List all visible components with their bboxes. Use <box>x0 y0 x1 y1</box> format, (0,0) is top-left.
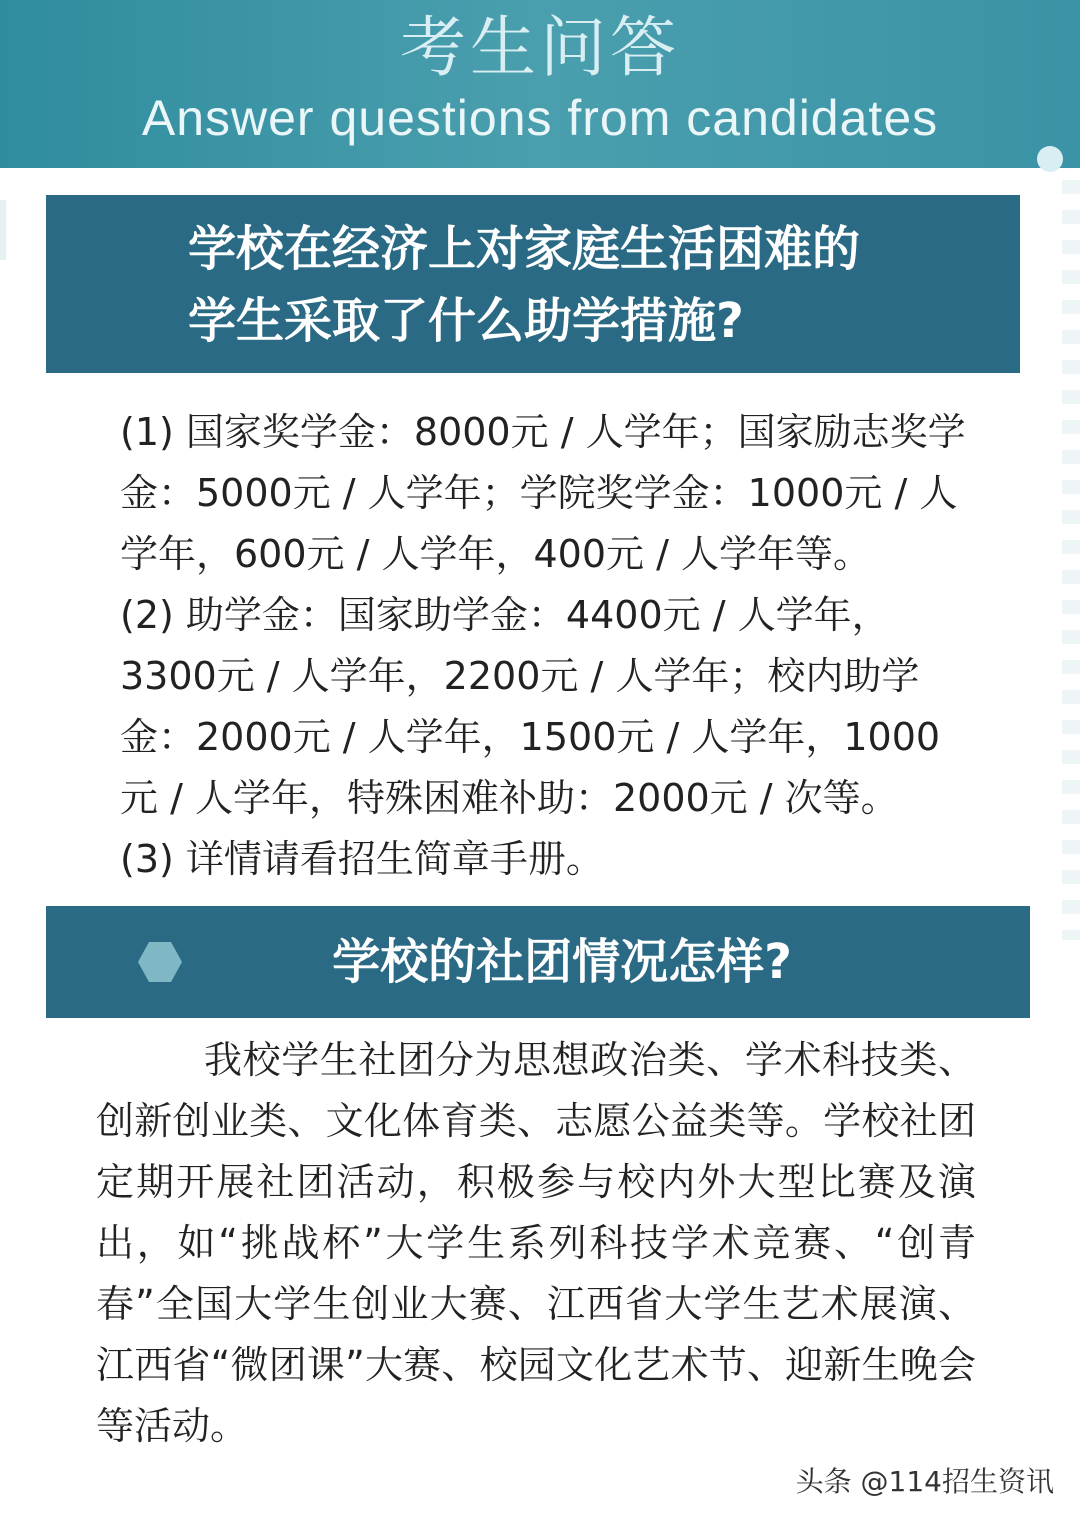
answer-item-2: (2) 助学金：国家助学金：4400元 / 人学年，3300元 / 人学年，2200元 / 人学年；校内助学金：2000元 / 人学年，1500元 / 人学年，1000元 / 人学年，特殊困难补助：2000元 / 次等。 <box>120 593 941 820</box>
answer-item-3: (3) 详情请看招生简章手册。 <box>120 837 604 881</box>
question-line-1: 学校在经济上对家庭生活困难的 <box>188 221 861 277</box>
question-financial-aid <box>188 213 998 357</box>
question-line-2: 学生采取了什么助学措施? <box>188 293 744 349</box>
answer-clubs-text: 我校学生社团分为思想政治类、学术科技类、创新创业类、文化体育类、志愿公益类等。学校社团定期开展社团活动，积极参与校内外大型比赛及演出，如“挑战杯”大学生系列科技学术竞赛、“创青春”全国大学生创业大赛、江西省大学生艺术展演、江西省“微团课”大赛、校园文化艺术节、迎新生晚会等活动。 <box>96 1038 976 1448</box>
answer-item-1: (1) 国家奖学金：8000元 / 人学年；国家励志奖学金：5000元 / 人学年；学院奖学金：1000元 / 人学年，600元 / 人学年，400元 / 人学年等。 <box>120 410 966 576</box>
watermark: 头条 @114招生资讯 <box>795 1465 1054 1498</box>
question-clubs: 学校的社团情况怎样? <box>332 934 792 990</box>
page-title: 考生问答 <box>400 9 680 86</box>
answer-clubs <box>96 1030 976 1457</box>
answer-financial-aid <box>96 402 976 890</box>
page-subtitle: Answer questions from candidates <box>141 90 939 146</box>
question-banner-financial-aid <box>46 195 1020 373</box>
header-banner <box>0 0 1080 168</box>
decorative-dot-icon <box>1037 146 1063 172</box>
decorative-side-stripe <box>1062 180 1080 940</box>
decorative-left-stripe <box>0 200 6 260</box>
question-banner-clubs <box>46 906 1030 1018</box>
